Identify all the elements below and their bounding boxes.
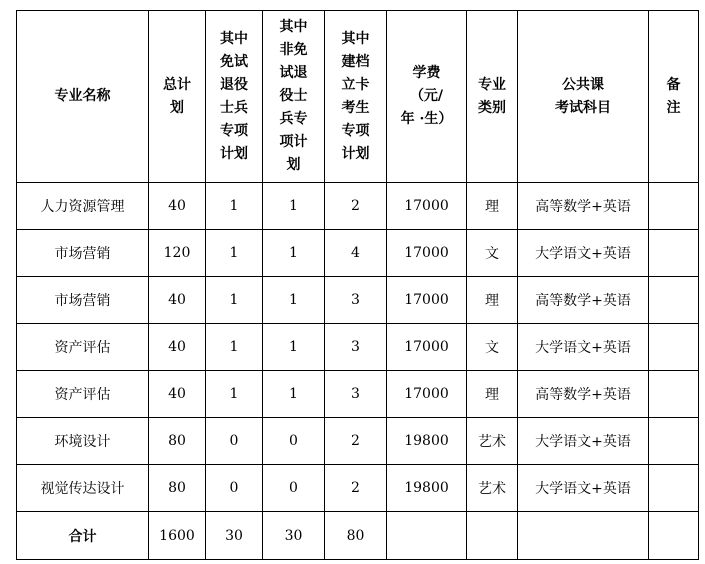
major-category: 理 — [467, 277, 518, 324]
total-label: 合计 — [17, 512, 149, 560]
veteran-nonexempt-plan: 1 — [263, 277, 325, 324]
tuition: 17000 — [387, 324, 467, 371]
exam-subjects: 大学语文+英语 — [518, 324, 649, 371]
veteran-exempt-plan: 0 — [206, 418, 263, 465]
remarks — [649, 324, 699, 371]
veteran-exempt-plan: 1 — [206, 230, 263, 277]
poverty-card-plan: 2 — [325, 418, 387, 465]
major-name: 资产评估 — [17, 324, 149, 371]
header-remarks: 备 注 — [649, 11, 699, 183]
header-major-category: 专业 类别 — [467, 11, 518, 183]
major-category: 艺术 — [467, 465, 518, 512]
poverty-card-plan: 3 — [325, 277, 387, 324]
tuition: 17000 — [387, 183, 467, 230]
table-row — [17, 324, 699, 371]
total-row — [17, 512, 699, 560]
remarks-empty — [649, 512, 699, 560]
major-category: 理 — [467, 183, 518, 230]
header-tuition: 学费 （元/ 年 ·生） — [387, 11, 467, 183]
major-name: 市场营销 — [17, 277, 149, 324]
total-plan: 40 — [149, 371, 206, 418]
header-total-plan: 总计 划 — [149, 11, 206, 183]
veteran-nonexempt-plan: 1 — [263, 324, 325, 371]
poverty-card-plan: 2 — [325, 465, 387, 512]
tuition: 19800 — [387, 418, 467, 465]
total-plan-sum: 1600 — [149, 512, 206, 560]
veteran-nonexempt-sum: 30 — [263, 512, 325, 560]
tuition: 17000 — [387, 371, 467, 418]
header-exam-subjects: 公共课 考试科目 — [518, 11, 649, 183]
total-plan: 40 — [149, 277, 206, 324]
header-major-name: 专业名称 — [17, 11, 149, 183]
major-name: 市场营销 — [17, 230, 149, 277]
exam-subjects: 大学语文+英语 — [518, 418, 649, 465]
remarks — [649, 465, 699, 512]
table-row — [17, 465, 699, 512]
veteran-exempt-plan: 0 — [206, 465, 263, 512]
veteran-nonexempt-plan: 1 — [263, 371, 325, 418]
subjects-empty — [518, 512, 649, 560]
veteran-exempt-plan: 1 — [206, 277, 263, 324]
exam-subjects: 大学语文+英语 — [518, 465, 649, 512]
poverty-card-plan: 2 — [325, 183, 387, 230]
remarks — [649, 183, 699, 230]
table-row — [17, 371, 699, 418]
exam-subjects: 高等数学+英语 — [518, 183, 649, 230]
veteran-exempt-sum: 30 — [206, 512, 263, 560]
major-name: 视觉传达设计 — [17, 465, 149, 512]
header-veteran-nonexempt-plan: 其中 非免 试退 役士 兵专 项计 划 — [263, 11, 325, 183]
poverty-card-plan: 3 — [325, 324, 387, 371]
remarks — [649, 418, 699, 465]
exam-subjects: 大学语文+英语 — [518, 230, 649, 277]
remarks — [649, 371, 699, 418]
major-category: 文 — [467, 230, 518, 277]
exam-subjects: 高等数学+英语 — [518, 371, 649, 418]
poverty-card-plan: 4 — [325, 230, 387, 277]
tuition-empty — [387, 512, 467, 560]
poverty-card-plan: 3 — [325, 371, 387, 418]
header-veteran-exempt-plan: 其中 免试 退役 士兵 专项 计划 — [206, 11, 263, 183]
veteran-nonexempt-plan: 1 — [263, 183, 325, 230]
major-category: 艺术 — [467, 418, 518, 465]
major-category: 文 — [467, 324, 518, 371]
major-name: 资产评估 — [17, 371, 149, 418]
total-plan: 40 — [149, 183, 206, 230]
remarks — [649, 277, 699, 324]
remarks — [649, 230, 699, 277]
enrollment-plan-table — [16, 10, 699, 560]
header-poverty-card-plan: 其中 建档 立卡 考生 专项 计划 — [325, 11, 387, 183]
tuition: 17000 — [387, 230, 467, 277]
veteran-exempt-plan: 1 — [206, 371, 263, 418]
table-row — [17, 183, 699, 230]
veteran-nonexempt-plan: 0 — [263, 465, 325, 512]
total-plan: 80 — [149, 418, 206, 465]
tuition: 17000 — [387, 277, 467, 324]
major-category: 理 — [467, 371, 518, 418]
exam-subjects: 高等数学+英语 — [518, 277, 649, 324]
veteran-exempt-plan: 1 — [206, 183, 263, 230]
tuition: 19800 — [387, 465, 467, 512]
header-row — [17, 11, 699, 183]
veteran-nonexempt-plan: 1 — [263, 230, 325, 277]
veteran-nonexempt-plan: 0 — [263, 418, 325, 465]
total-plan: 40 — [149, 324, 206, 371]
poverty-card-sum: 80 — [325, 512, 387, 560]
table-row — [17, 230, 699, 277]
table-row — [17, 418, 699, 465]
total-plan: 120 — [149, 230, 206, 277]
category-empty — [467, 512, 518, 560]
veteran-exempt-plan: 1 — [206, 324, 263, 371]
major-name: 环境设计 — [17, 418, 149, 465]
table-row — [17, 277, 699, 324]
major-name: 人力资源管理 — [17, 183, 149, 230]
total-plan: 80 — [149, 465, 206, 512]
